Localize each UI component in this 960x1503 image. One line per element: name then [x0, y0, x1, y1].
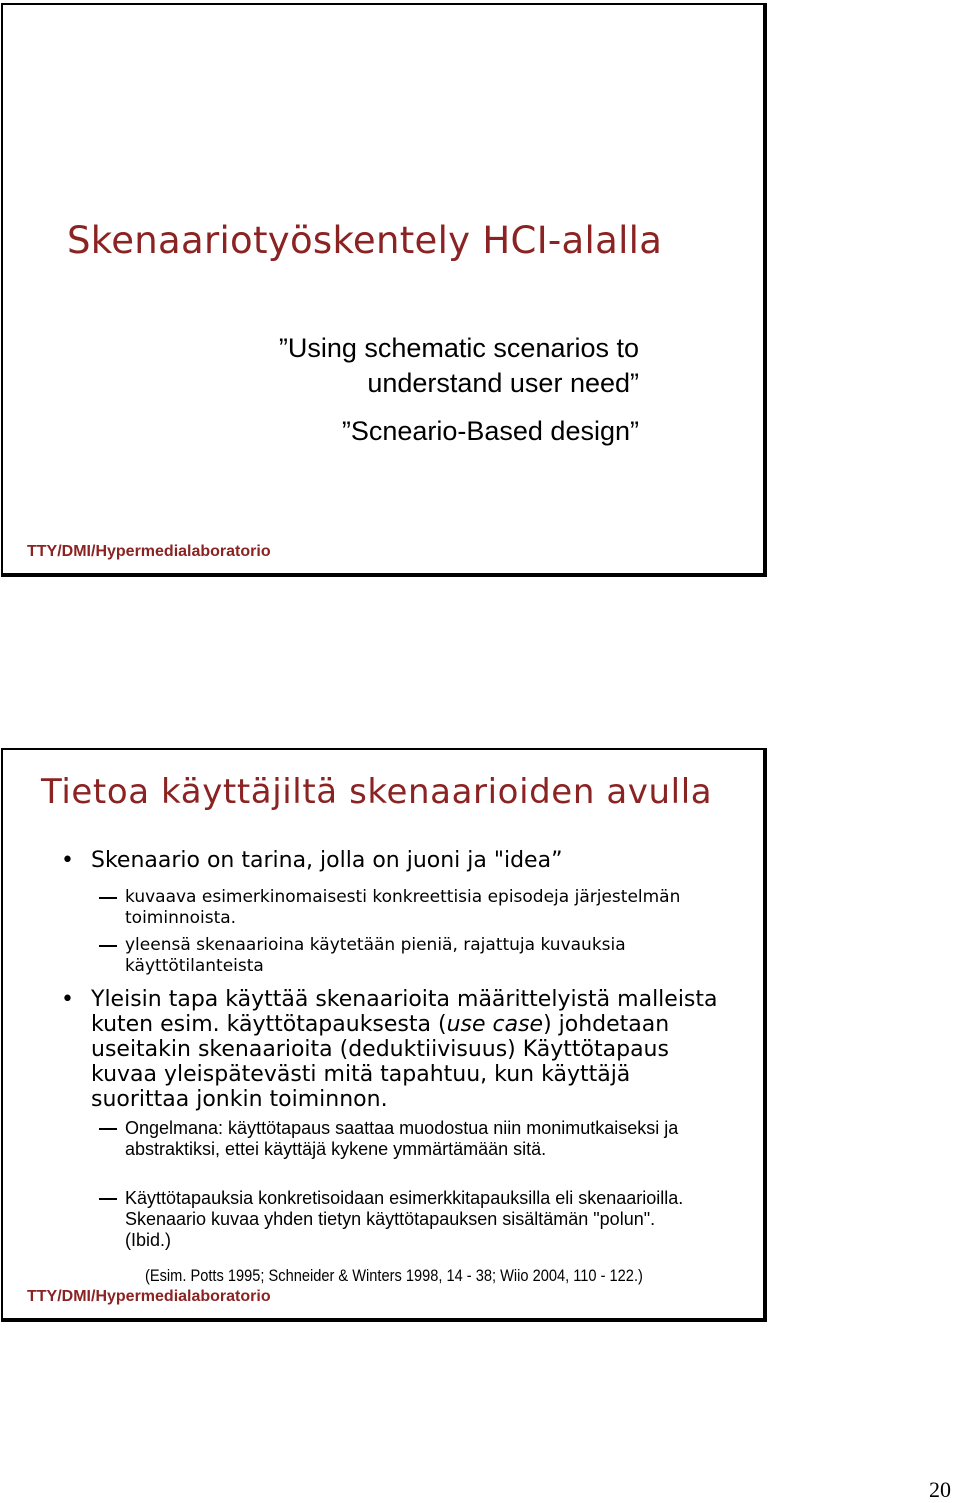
bullet-2-text-italic: use case — [446, 1012, 544, 1037]
bullet-2-text — [91, 987, 721, 1112]
slide-2 — [1, 748, 767, 1322]
subtitle-line-2: understand user need” — [367, 368, 639, 398]
bullet-2-text-before: Yleisin tapa käyttää skenaarioita määrittelyistä malleista kuten esim. käyttötapauksesta ( — [91, 987, 718, 1037]
subitem-1-1 — [99, 887, 699, 929]
bullet-1 — [61, 848, 721, 873]
slide-2-title: Tietoa käyttäjiltä skenaarioiden avulla — [41, 772, 713, 812]
slide-1-subtitle — [279, 331, 639, 449]
subitem-2-2 — [99, 1188, 699, 1251]
slide-2-footer: TTY/DMI/Hypermedialaboratorio — [27, 1288, 271, 1305]
bullet-2 — [61, 987, 721, 1112]
slide-1 — [1, 3, 767, 577]
bullet-dot-icon: • — [61, 848, 74, 873]
citation: (Esim. Potts 1995; Schneider & Winters 1998, 14 - 38; Wiio 2004, 110 - 122.) — [145, 1266, 643, 1285]
dash-icon — [99, 945, 117, 947]
subitem-2-1 — [99, 1118, 699, 1160]
bullet-2-text-after: ) johdetaan useitakin skenaarioita (deduktiivisuus) Käyttötapaus kuvaa yleispätevästi mitä tapahtuu, kun käyttäjä suorittaa jonkin toiminnon. — [91, 1012, 670, 1112]
subitem-1-2-text: yleensä skenaarioina käytetään pieniä, rajattuja kuvauksia käyttötilanteista — [125, 935, 626, 976]
bullet-dot-icon: • — [61, 987, 74, 1012]
slide-1-footer: TTY/DMI/Hypermedialaboratorio — [27, 543, 271, 560]
subtitle-line-1: ”Using schematic scenarios to — [278, 333, 639, 363]
subitem-2-1-text: Ongelmana: käyttötapaus saattaa muodostua niin monimutkaiseksi ja abstraktiksi, ettei käyttäjä kykene ymmärtämään sitä. — [125, 1118, 679, 1159]
subitem-2-2-text: Käyttötapauksia konkretisoidaan esimerkkitapauksilla eli skenaarioilla. Skenaario kuvaa yhden tietyn käyttötapauksen sisältämän "polun".(Ibid.) — [125, 1188, 684, 1250]
dash-icon — [99, 1128, 117, 1130]
subtitle-line-3: ”Scneario-Based design” — [341, 416, 639, 446]
bullet-1-text: Skenaario on tarina, jolla on juoni ja "idea” — [91, 848, 563, 873]
subitem-1-2 — [99, 935, 699, 977]
subitem-1-1-text: kuvaava esimerkinomaisesti konkreettisia episodeja järjestelmän toiminnoista. — [125, 887, 681, 928]
dash-icon — [99, 1198, 117, 1200]
dash-icon — [99, 897, 117, 899]
slide-1-title: Skenaariotyöskentely HCI-alalla — [67, 219, 663, 262]
page-number: 20 — [929, 1477, 951, 1502]
